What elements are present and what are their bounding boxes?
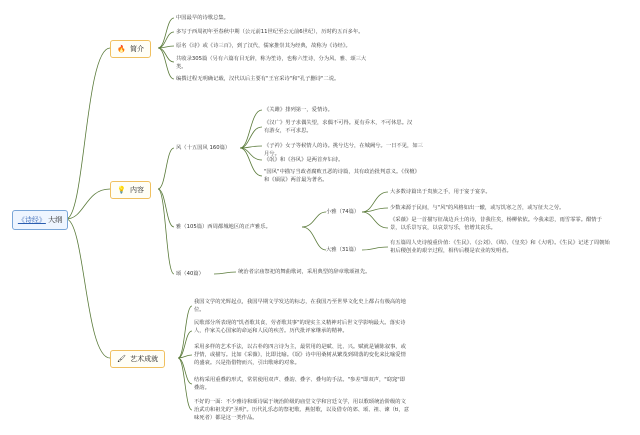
- art-item: 采用多样的艺术手法，以古朴的四言诗为主，最常用的是赋、比、兴。赋就是铺陈叙事，或抒情，或描写。比如《采薇》，比即比喻。《氓》诗中用桑树从繁茂到凋落的变化来比喻爱情的盛衰。兴是指借物而兴，引出歌咏的对象。: [194, 344, 406, 366]
- link-root-art: [66, 219, 110, 358]
- art-item: 民歌部分所表现的"饥者歌其食，劳者歌其事"的现实主义精神对后世文学影响最大。落实诗人，作家关心国家的命运和人民的疾苦。历代批评家继承的精神。: [194, 320, 406, 334]
- feng-item: 《氓》和《谷风》是两首弃妇诗。: [264, 157, 344, 163]
- category-intro[interactable]: [110, 40, 151, 58]
- intro-item: 多写于西周初年至春秋中期（公元前11世纪至公元前6世纪），历时约五百多年。: [176, 29, 364, 35]
- fire-icon: 🔥: [117, 45, 126, 53]
- link-root-intro: [66, 48, 110, 219]
- category-intro-label: 简介: [129, 45, 144, 53]
- xiaoya-item: 《采薇》是一首描写征战边兵士的诗，昔我往矣，杨柳依依。今我来思，雨雪霏霏。酣情于景，以乐景写哀，以哀景写乐，倍增其哀乐。: [390, 217, 602, 231]
- daya-item: 有五篇周人史诗般重价值：《生民》、《公刘》、《绵》、《皇矣》和《大明》。《生民》记述了周朝始祖后稷创业的艰辛过程，相传后稷是农业的发明者。: [390, 240, 610, 254]
- category-art-label: 艺术成就: [130, 355, 159, 363]
- intro-item: 中国最早的诗歌总集。: [176, 15, 229, 21]
- category-art[interactable]: [110, 350, 165, 368]
- feng-label: 风（十五国风 160篇）: [176, 145, 231, 151]
- feng-item: 《关雎》排列第一，爱情诗。: [264, 107, 333, 113]
- root-node[interactable]: [12, 210, 68, 230]
- category-content-label: 内容: [129, 186, 144, 194]
- feng-item: 《子衿》女子等候情人的诗。挑兮达兮，在城阙兮。一日不见，如三月兮。: [264, 143, 423, 157]
- art-item: 不好的一面：不少雅诗和颂诗属于统治阶级的庙堂文学和宫廷文学，用以歌颂统治阶级的文治武功和祖先的"圣明"。历代礼乐态的祭祀歌、燕射歌，以及借专的郊、颂、祖、谏（ti，意味死者）都是这一类作品。: [194, 399, 410, 421]
- ya-label: 雅（105篇）西周都城地区的正声雅乐。: [176, 224, 271, 230]
- root-suffix: 大纲: [48, 216, 63, 224]
- xiaoya-item: 少数来源于民间，与"风"的风格如出一辙，或写饥寒之苦，或写征夫之劳。: [390, 205, 565, 211]
- intro-item: 编撰过程无明确记载，汉代以后主要有"王官采诗"和"孔子删诗"二说。: [176, 76, 340, 82]
- link-root-content: [66, 189, 110, 219]
- category-content[interactable]: [110, 181, 151, 199]
- feng-item: 《汉广》男子求偶失望，求偶不可得。夏有乔木，不可休思。汉有游女，不可求思。: [264, 120, 413, 134]
- song-text: 统治者宗庙祭祀的舞曲歌词，采用典型的辞章歌颂祖先。: [238, 269, 371, 275]
- daya-label: 大雅（31篇）: [326, 247, 360, 253]
- feng-item: "国风"中描写当政者腐败丑恶的诗篇，其有政治批判意义。《伐檀》和《硕鼠》两首最为著名。: [264, 169, 418, 183]
- brush-icon: 🖌: [117, 355, 126, 363]
- art-item: 我国文学的光辉起点，我国早期文学发达的标志，在我国乃至世界文化史上都占有极高的地位。: [194, 299, 406, 313]
- song-label: 颂（40篇）: [176, 271, 204, 277]
- xiaoya-item: 大多数诗篇出于贵族之手，用于宴于宴享。: [390, 189, 491, 195]
- root-title[interactable]: 《诗经》: [17, 216, 46, 224]
- intro-item: 原名《诗》或《诗三百》，到了汉代，儒家推崇其为经典，故称为《诗经》。: [176, 43, 351, 49]
- art-item: 结构采用重叠的形式，常常使用双声、叠韵、叠字、叠句的手法。"参差"即双声，"窈窕"即叠韵。: [194, 377, 406, 391]
- xiaoya-label: 小雅（74篇）: [326, 209, 360, 215]
- lightbulb-icon: 💡: [117, 186, 126, 194]
- intro-item: 共收录305篇（另有六篇有目无辞，称为笙诗，也称六笙诗，分为风、雅、颂三大类。: [176, 56, 367, 70]
